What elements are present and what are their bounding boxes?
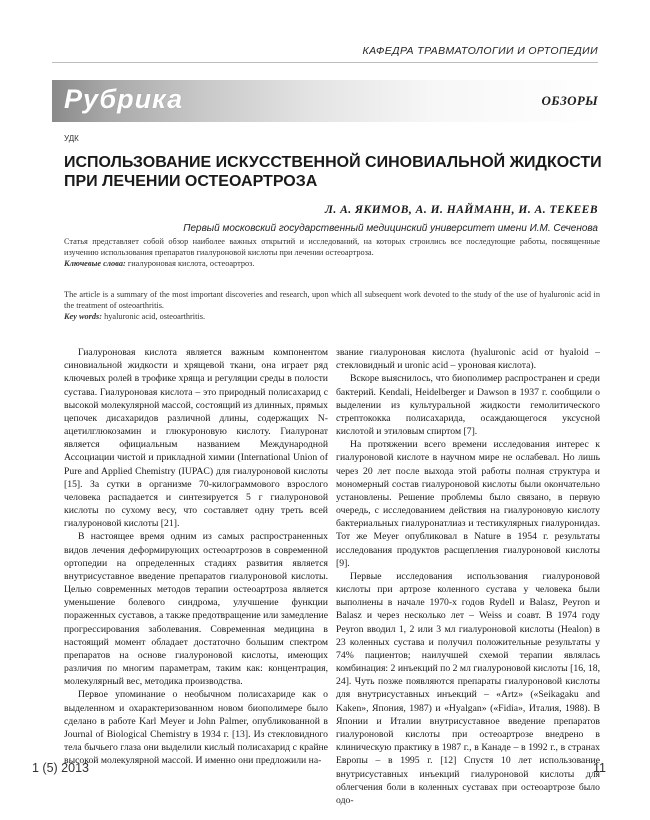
paragraph: Вскоре выяснилось, что биополимер распространен и среди бактерий. Kendali, Heidelberger и Dawson в 1937 г. сообщили о выделении из культуральной жидкости гемолитического стрептококка полисахарида, осаждающегося уксусной кислотой и этиловым спиртом [7]. bbox=[336, 373, 600, 438]
section-label: ОБЗОРЫ bbox=[541, 93, 598, 108]
abstract-ru: Статья представляет собой обзор наиболее важных открытий и исследований, на которых строились все последующие работы, посвященные изучению использования препаратов гиалуроновой кислоты при лечении остеоартроза. bbox=[64, 237, 600, 257]
udk-label: УДК bbox=[64, 134, 79, 143]
page-number: 11 bbox=[593, 761, 606, 775]
keywords-en bbox=[64, 312, 600, 323]
paragraph: Первое упоминание о необычном полисахариде как о выделенном и охарактеризованном новом биополимере было сделано в работе Karl Meyer и John Palmer, опубликованной в Journal of Biological Chemistry в 1934 г. [13]. Из стекловидного тела бычьего глаза они выделили кислый полисахарид с крайне высокой молекулярной массой. И именно они предложили на- bbox=[64, 689, 328, 767]
keywords-ru bbox=[64, 259, 600, 270]
keywords-en-label: Key words: bbox=[64, 312, 103, 321]
paragraph: Гиалуроновая кислота является важным компонентом синовиальной жидкости и хрящевой ткани, она играет ряд ключевых ролей в трофике хряща и регуляции среды в полости сустава. Гиалуроновая кислота – это природный полисахарид с высокой молекулярной массой, состоящий из длинных, прямых цепочек дисахаридов различной длины, содержащих N-ацетилглюкозамин и глюкуроновую кислоту. Гиалуронат является официальным названием Международной Ассоциации чистой и прикладной химии (International Union of Pure and Applied Chemistry (IUPAC) для гиалуроновой кислоты [15]. За сутки в организме 70-килограммового взрослого человека распадается и синтезируется 5 г гиалуроновой кислоты по сухому весу, что составляет одну треть всей гиалуроновой кислоты [21]. bbox=[64, 347, 328, 530]
body-column-right bbox=[336, 346, 600, 807]
header-rule bbox=[52, 62, 598, 63]
rubric-title: Рубрика bbox=[64, 84, 184, 114]
paragraph: Первые исследования использования гиалуроновой кислоты при артрозе коленного сустава у человека были выполнены в начале 1970-х годов Rydell и Balasz, Peyron и Balasz и через несколько лет – Weiss и соавт. В 1974 году Peyron вводил 1, 2 или 3 мл гиалуроновой кислоты (Healon) в 23 коленных сустава и получил положительные результаты у 74% пациентов; наилучшей схемой терапии являлась комбинация: 2 инъекций по 2 мл гиалуроновой кислоты [16, 18, 24]. Чуть позже появляются препараты гиалуроновой кислоты для внутрисуставных инъекций – «Artz» («Seikagaku and Kaken», Япония, 1987) и «Hyalgan» («Fidia», Италия, 1988). В Японии и Италии внутрисуставное введение препаратов гиалуроновой кислоты при остеоартрозе внедрено в клиническую практику в 1987 г., в Канаде – в 1992 г., в странах Европы – в 1995 г. [12] Спустя 10 лет использование внутрисуставных инъекций гиалуроновой кислоты для облегчения боли в коленных суставах при остеоартрозе было одо- bbox=[336, 570, 600, 806]
issue-number: 1 (5) 2013 bbox=[32, 761, 89, 775]
paragraph: звание гиалуроновая кислота (hyaluronic acid от hyaloid – стекловидный и uronic acid – уроновая кислота). bbox=[336, 347, 600, 372]
author-affiliation: Первый московский государственный медицинский университет имени И.М. Сеченова bbox=[183, 223, 598, 234]
keywords-ru-text: гиалуроновая кислота, остеоартроз. bbox=[125, 259, 255, 268]
running-head: КАФЕДРА ТРАВМАТОЛОГИИ И ОРТОПЕДИИ bbox=[362, 45, 598, 57]
paragraph: На протяжении всего времени исследования интерес к гиалуроновой кислоте в научном мире не ослабевал. Но лишь через 20 лет после выхода этой работы полная структура и мономерный состав гиалуроновой кислоты были окончательно установлены. Решение проблемы было связано, в первую очередь, с исследованием действия на гиалуроновую кислоту бактериальных гиалуронатлиаз и тестикулярных гиалуронидаз. Тот же Meyer опубликовал в Nature в 1954 г. результаты исследования продуктов расщепления гиалуроновой кислоты [9]. bbox=[336, 439, 600, 569]
paragraph: В настоящее время одним из самых распространенных видов лечения деформирующих остеоартрозов в современной ортопедии на определенных стадиях развития является внутрисуставное введение препаратов гиалуроновой кислоты. Целью современных методов терапии остеоартроза является уменьшение болевого синдрома, улучшение функции пораженных суставов, а также предотвращение или замедление прогрессирования заболевания. Современная медицина в настоящий момент обладает достаточно большим спектром препаратов на основе гиалуроновой кислоты, имеющих различия по многим параметрам, таким как: концентрация, молекулярный вес, методика производства. bbox=[64, 531, 328, 688]
article-title: ИСПОЛЬЗОВАНИЕ ИСКУССТВЕННОЙ СИНОВИАЛЬНОЙ ЖИДКОСТИ ПРИ ЛЕЧЕНИИ ОСТЕОАРТРОЗА bbox=[64, 154, 602, 190]
article-authors: Л. А. ЯКИМОВ, А. И. НАЙМАНН, И. А. ТЕКЕЕВ bbox=[324, 204, 598, 216]
keywords-ru-label: Ключевые слова: bbox=[64, 259, 126, 268]
keywords-en-text: hyaluronic acid, osteoarthritis. bbox=[102, 312, 206, 321]
abstract-en: The article is a summary of the most important discoveries and research, upon which all subsequent work devoted to the study of the use of hyaluronic acid in the treatment of osteoarthritis. bbox=[64, 290, 600, 310]
body-column-left bbox=[64, 346, 328, 768]
